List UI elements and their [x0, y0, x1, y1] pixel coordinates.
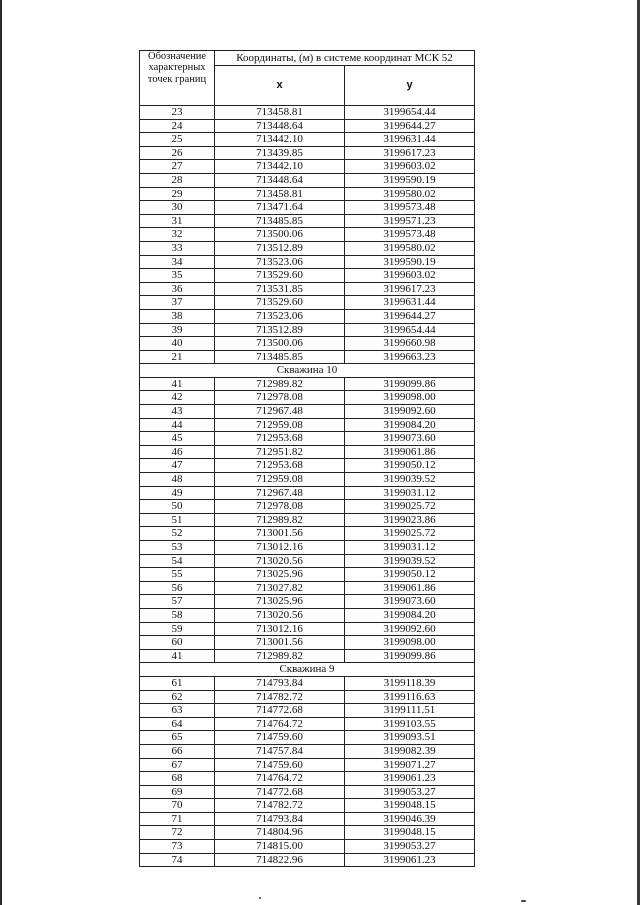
point-number-cell: 45: [140, 432, 215, 446]
table-row: [140, 554, 475, 568]
table-row: [140, 744, 475, 758]
x-coordinate-cell: 712953.68: [215, 432, 345, 446]
x-coordinate-cell: 712953.68: [215, 459, 345, 473]
x-coordinate-cell: 714804.96: [215, 826, 345, 840]
scan-speck: [259, 897, 261, 899]
x-coordinate-cell: 713485.85: [215, 350, 345, 364]
table-row: [140, 282, 475, 296]
table-row: [140, 622, 475, 636]
y-coordinate-cell: 3199039.52: [345, 473, 475, 487]
section-title: Скважина 9: [140, 663, 475, 677]
x-coordinate-cell: 712967.48: [215, 486, 345, 500]
point-number-cell: 44: [140, 418, 215, 432]
y-coordinate-cell: 3199103.55: [345, 717, 475, 731]
table-row: [140, 541, 475, 555]
y-coordinate-cell: 3199048.15: [345, 826, 475, 840]
x-coordinate-cell: 712978.08: [215, 500, 345, 514]
point-number-cell: 65: [140, 731, 215, 745]
x-coordinate-cell: 714793.84: [215, 812, 345, 826]
table-row: [140, 133, 475, 147]
y-coordinate-cell: 3199071.27: [345, 758, 475, 772]
y-coordinate-cell: 3199631.44: [345, 296, 475, 310]
table-row: [140, 201, 475, 215]
point-number-cell: 34: [140, 255, 215, 269]
y-coordinate-cell: 3199099.86: [345, 377, 475, 391]
table-row: [140, 595, 475, 609]
x-coordinate-cell: 713020.56: [215, 554, 345, 568]
table-body: [140, 106, 475, 867]
point-number-cell: 29: [140, 187, 215, 201]
table-row: [140, 772, 475, 786]
y-coordinate-cell: 3199048.15: [345, 799, 475, 813]
table-header: [140, 51, 475, 106]
table-row: [140, 676, 475, 690]
y-coordinate-cell: 3199603.02: [345, 160, 475, 174]
x-coordinate-cell: 713448.64: [215, 119, 345, 133]
y-coordinate-cell: 3199025.72: [345, 527, 475, 541]
table-row: [140, 418, 475, 432]
y-coordinate-cell: 3199573.48: [345, 201, 475, 215]
table-row: [140, 255, 475, 269]
point-number-cell: 61: [140, 676, 215, 690]
table-row: [140, 405, 475, 419]
point-number-cell: 30: [140, 201, 215, 215]
point-number-cell: 35: [140, 269, 215, 283]
point-number-cell: 62: [140, 690, 215, 704]
table-row: [140, 228, 475, 242]
table-row: [140, 731, 475, 745]
y-coordinate-cell: 3199644.27: [345, 309, 475, 323]
y-coordinate-cell: 3199061.23: [345, 772, 475, 786]
y-coordinate-cell: 3199663.23: [345, 350, 475, 364]
x-coordinate-cell: 712989.82: [215, 513, 345, 527]
x-coordinate-cell: 712959.08: [215, 473, 345, 487]
y-coordinate-cell: 3199118.39: [345, 676, 475, 690]
x-coordinate-cell: 713001.56: [215, 636, 345, 650]
table-row: [140, 241, 475, 255]
table-row: [140, 840, 475, 854]
table-row: [140, 581, 475, 595]
point-number-cell: 72: [140, 826, 215, 840]
y-coordinate-cell: 3199050.12: [345, 459, 475, 473]
x-coordinate-cell: 713001.56: [215, 527, 345, 541]
y-coordinate-cell: 3199111.51: [345, 704, 475, 718]
point-number-cell: 67: [140, 758, 215, 772]
point-number-cell: 26: [140, 146, 215, 160]
table-row: [140, 758, 475, 772]
x-coordinate-cell: 714759.60: [215, 758, 345, 772]
x-coordinate-cell: 713512.89: [215, 241, 345, 255]
point-number-cell: 28: [140, 173, 215, 187]
point-number-cell: 41: [140, 649, 215, 663]
x-column-header: x: [215, 66, 345, 106]
table-row: [140, 350, 475, 364]
point-number-cell: 36: [140, 282, 215, 296]
table-row: [140, 459, 475, 473]
x-coordinate-cell: 713529.60: [215, 269, 345, 283]
x-coordinate-cell: 713500.06: [215, 228, 345, 242]
point-number-cell: 51: [140, 513, 215, 527]
table-row: [140, 513, 475, 527]
table-row: [140, 445, 475, 459]
point-number-cell: 53: [140, 541, 215, 555]
point-number-cell: 43: [140, 405, 215, 419]
x-coordinate-cell: 714793.84: [215, 676, 345, 690]
y-coordinate-cell: 3199617.23: [345, 146, 475, 160]
table-row: [140, 432, 475, 446]
point-number-cell: 63: [140, 704, 215, 718]
point-number-cell: 33: [140, 241, 215, 255]
point-number-cell: 57: [140, 595, 215, 609]
table-row: [140, 799, 475, 813]
y-coordinate-cell: 3199116.63: [345, 690, 475, 704]
point-number-cell: 54: [140, 554, 215, 568]
x-coordinate-cell: 712951.82: [215, 445, 345, 459]
y-coordinate-cell: 3199654.44: [345, 323, 475, 337]
y-coordinate-cell: 3199093.51: [345, 731, 475, 745]
point-number-cell: 23: [140, 106, 215, 120]
y-coordinate-cell: 3199061.23: [345, 853, 475, 867]
x-coordinate-cell: 713512.89: [215, 323, 345, 337]
x-coordinate-cell: 714772.68: [215, 704, 345, 718]
y-coordinate-cell: 3199023.86: [345, 513, 475, 527]
y-coordinate-cell: 3199580.02: [345, 241, 475, 255]
table-row: [140, 296, 475, 310]
table-row: [140, 568, 475, 582]
x-coordinate-cell: 712978.08: [215, 391, 345, 405]
x-coordinate-cell: 714764.72: [215, 717, 345, 731]
x-coordinate-cell: 713523.06: [215, 255, 345, 269]
x-coordinate-cell: 713439.85: [215, 146, 345, 160]
x-coordinate-cell: 714782.72: [215, 690, 345, 704]
x-coordinate-cell: 712959.08: [215, 418, 345, 432]
x-coordinate-cell: 713020.56: [215, 608, 345, 622]
x-coordinate-cell: 714772.68: [215, 785, 345, 799]
y-coordinate-cell: 3199092.60: [345, 405, 475, 419]
point-number-cell: 24: [140, 119, 215, 133]
table-row: [140, 309, 475, 323]
x-coordinate-cell: 714822.96: [215, 853, 345, 867]
table-row: [140, 323, 475, 337]
point-number-cell: 25: [140, 133, 215, 147]
x-coordinate-cell: 713500.06: [215, 337, 345, 351]
table-row: [140, 649, 475, 663]
point-number-cell: 37: [140, 296, 215, 310]
table-row: [140, 812, 475, 826]
point-number-cell: 31: [140, 214, 215, 228]
section-row: [140, 663, 475, 677]
point-number-cell: 47: [140, 459, 215, 473]
table-row: [140, 187, 475, 201]
point-number-cell: 73: [140, 840, 215, 854]
x-coordinate-cell: 713458.81: [215, 187, 345, 201]
coordinates-table-container: [139, 50, 474, 867]
y-coordinate-cell: 3199617.23: [345, 282, 475, 296]
table-row: [140, 391, 475, 405]
x-coordinate-cell: 714757.84: [215, 744, 345, 758]
designation-header: Обозначение характерных точек границ: [140, 51, 215, 106]
x-coordinate-cell: 713012.16: [215, 622, 345, 636]
point-number-cell: 50: [140, 500, 215, 514]
y-coordinate-cell: 3199053.27: [345, 785, 475, 799]
point-number-cell: 56: [140, 581, 215, 595]
x-coordinate-cell: 714759.60: [215, 731, 345, 745]
y-coordinate-cell: 3199654.44: [345, 106, 475, 120]
x-coordinate-cell: 713471.64: [215, 201, 345, 215]
y-coordinate-cell: 3199573.48: [345, 228, 475, 242]
section-title: Скважина 10: [140, 364, 475, 378]
y-coordinate-cell: 3199580.02: [345, 187, 475, 201]
x-coordinate-cell: 713025.96: [215, 568, 345, 582]
point-number-cell: 46: [140, 445, 215, 459]
table-row: [140, 636, 475, 650]
y-coordinate-cell: 3199073.60: [345, 595, 475, 609]
point-number-cell: 49: [140, 486, 215, 500]
y-coordinate-cell: 3199603.02: [345, 269, 475, 283]
y-coordinate-cell: 3199039.52: [345, 554, 475, 568]
x-coordinate-cell: 712967.48: [215, 405, 345, 419]
table-row: [140, 473, 475, 487]
y-coordinate-cell: 3199073.60: [345, 432, 475, 446]
x-coordinate-cell: 713448.64: [215, 173, 345, 187]
point-number-cell: 58: [140, 608, 215, 622]
table-row: [140, 146, 475, 160]
y-coordinate-cell: 3199046.39: [345, 812, 475, 826]
y-coordinate-cell: 3199660.98: [345, 337, 475, 351]
x-coordinate-cell: 714764.72: [215, 772, 345, 786]
table-row: [140, 377, 475, 391]
point-number-cell: 64: [140, 717, 215, 731]
table-row: [140, 486, 475, 500]
y-coordinate-cell: 3199644.27: [345, 119, 475, 133]
table-row: [140, 853, 475, 867]
scan-speck: [521, 900, 526, 902]
point-number-cell: 48: [140, 473, 215, 487]
table-row: [140, 500, 475, 514]
y-coordinate-cell: 3199025.72: [345, 500, 475, 514]
point-number-cell: 74: [140, 853, 215, 867]
x-coordinate-cell: 713458.81: [215, 106, 345, 120]
y-column-header: y: [345, 66, 475, 106]
point-number-cell: 71: [140, 812, 215, 826]
coordinates-table: [139, 50, 475, 867]
table-row: [140, 269, 475, 283]
point-number-cell: 69: [140, 785, 215, 799]
y-coordinate-cell: 3199031.12: [345, 541, 475, 555]
y-coordinate-cell: 3199590.19: [345, 255, 475, 269]
y-coordinate-cell: 3199590.19: [345, 173, 475, 187]
point-number-cell: 38: [140, 309, 215, 323]
point-number-cell: 52: [140, 527, 215, 541]
table-row: [140, 704, 475, 718]
y-coordinate-cell: 3199050.12: [345, 568, 475, 582]
x-coordinate-cell: 714782.72: [215, 799, 345, 813]
table-row: [140, 119, 475, 133]
point-number-cell: 66: [140, 744, 215, 758]
x-coordinate-cell: 713485.85: [215, 214, 345, 228]
table-row: [140, 527, 475, 541]
x-coordinate-cell: 713027.82: [215, 581, 345, 595]
point-number-cell: 60: [140, 636, 215, 650]
x-coordinate-cell: 713442.10: [215, 160, 345, 174]
table-row: [140, 826, 475, 840]
table-row: [140, 608, 475, 622]
table-row: [140, 690, 475, 704]
table-row: [140, 337, 475, 351]
point-number-cell: 41: [140, 377, 215, 391]
coordinates-header: Координаты, (м) в системе координат МСК 52: [215, 51, 475, 66]
point-number-cell: 42: [140, 391, 215, 405]
table-row: [140, 173, 475, 187]
x-coordinate-cell: 713442.10: [215, 133, 345, 147]
section-row: [140, 364, 475, 378]
y-coordinate-cell: 3199098.00: [345, 391, 475, 405]
point-number-cell: 21: [140, 350, 215, 364]
page-edge-left: [0, 0, 2, 905]
y-coordinate-cell: 3199031.12: [345, 486, 475, 500]
y-coordinate-cell: 3199061.86: [345, 445, 475, 459]
x-coordinate-cell: 712989.82: [215, 649, 345, 663]
y-coordinate-cell: 3199631.44: [345, 133, 475, 147]
y-coordinate-cell: 3199099.86: [345, 649, 475, 663]
table-row: [140, 106, 475, 120]
table-row: [140, 717, 475, 731]
y-coordinate-cell: 3199571.23: [345, 214, 475, 228]
y-coordinate-cell: 3199084.20: [345, 608, 475, 622]
table-row: [140, 785, 475, 799]
x-coordinate-cell: 713529.60: [215, 296, 345, 310]
y-coordinate-cell: 3199098.00: [345, 636, 475, 650]
y-coordinate-cell: 3199084.20: [345, 418, 475, 432]
point-number-cell: 68: [140, 772, 215, 786]
x-coordinate-cell: 713012.16: [215, 541, 345, 555]
y-coordinate-cell: 3199061.86: [345, 581, 475, 595]
x-coordinate-cell: 712989.82: [215, 377, 345, 391]
point-number-cell: 39: [140, 323, 215, 337]
point-number-cell: 40: [140, 337, 215, 351]
y-coordinate-cell: 3199092.60: [345, 622, 475, 636]
x-coordinate-cell: 713531.85: [215, 282, 345, 296]
point-number-cell: 32: [140, 228, 215, 242]
x-coordinate-cell: 713523.06: [215, 309, 345, 323]
y-coordinate-cell: 3199053.27: [345, 840, 475, 854]
point-number-cell: 55: [140, 568, 215, 582]
y-coordinate-cell: 3199082.39: [345, 744, 475, 758]
point-number-cell: 59: [140, 622, 215, 636]
table-row: [140, 214, 475, 228]
x-coordinate-cell: 713025.96: [215, 595, 345, 609]
table-row: [140, 160, 475, 174]
point-number-cell: 27: [140, 160, 215, 174]
x-coordinate-cell: 714815.00: [215, 840, 345, 854]
point-number-cell: 70: [140, 799, 215, 813]
